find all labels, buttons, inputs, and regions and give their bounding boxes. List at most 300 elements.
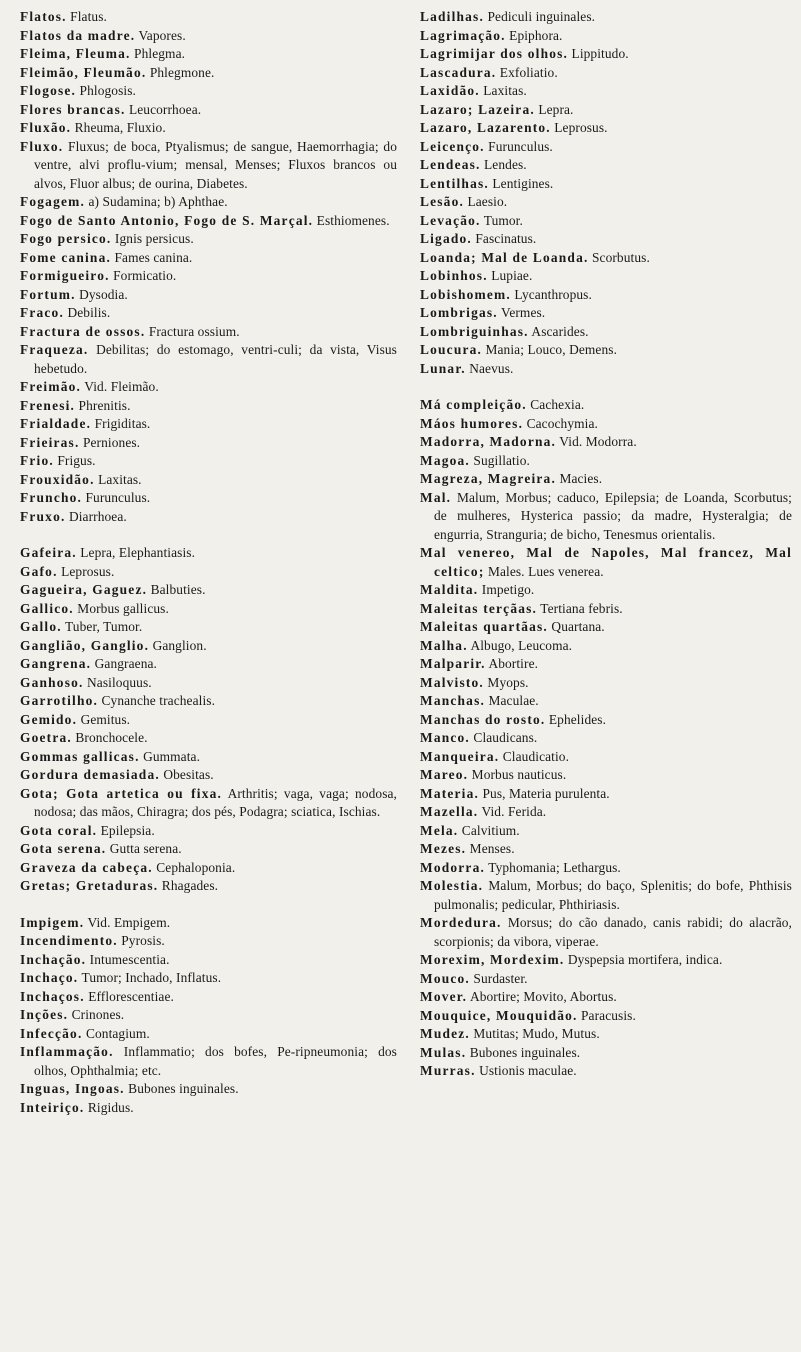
dictionary-entry bbox=[420, 27, 792, 46]
entry-definition: Lepra, Elephantiasis. bbox=[76, 545, 196, 560]
dictionary-entry bbox=[20, 729, 397, 748]
dictionary-entry bbox=[20, 1043, 397, 1080]
entry-definition: Arthritis; vaga, vaga; nodosa, nodosa; das mãos, Chiragra; dos pés, Podagra; sciatica, Ischias. bbox=[34, 785, 397, 819]
entry-term: Gallo. bbox=[20, 619, 62, 634]
dictionary-entry bbox=[420, 433, 792, 452]
dictionary-entry bbox=[420, 230, 792, 249]
section-gap bbox=[20, 526, 397, 544]
dictionary-entry bbox=[20, 508, 397, 527]
entry-term: Fome canina. bbox=[20, 249, 112, 265]
entry-definition: Contagium. bbox=[82, 1025, 150, 1041]
entry-term: Gota coral. bbox=[20, 822, 98, 838]
entry-definition: Albugo, Leucoma. bbox=[467, 637, 573, 653]
entry-definition: Nasiloquus. bbox=[83, 674, 152, 690]
entry-definition: Phlegmone. bbox=[146, 64, 215, 80]
entry-definition: Phlogosis. bbox=[76, 83, 136, 98]
entry-definition: Cachexia. bbox=[526, 397, 585, 412]
entry-term: Morexim, Mordexim. bbox=[420, 952, 565, 967]
entry-term: Lentilhas. bbox=[420, 175, 489, 191]
entry-term: Inchação. bbox=[20, 951, 87, 967]
entry-definition: Furunculus. bbox=[82, 490, 151, 505]
section-gap bbox=[20, 896, 397, 914]
dictionary-entry bbox=[420, 267, 792, 286]
entry-term: Mal. bbox=[420, 489, 452, 505]
dictionary-entry bbox=[20, 212, 397, 231]
entry-term: Lazaro, Lazarento. bbox=[420, 120, 551, 135]
dictionary-entry bbox=[20, 951, 397, 970]
entry-term: Maleitas quartãas. bbox=[420, 619, 548, 634]
entry-term: Mover. bbox=[420, 989, 468, 1004]
entry-term: Madorra, Madorna. bbox=[420, 434, 557, 449]
dictionary-entry bbox=[420, 748, 792, 767]
entry-term: Lobinhos. bbox=[420, 268, 488, 283]
dictionary-entry bbox=[420, 101, 792, 120]
dictionary-entry bbox=[20, 544, 397, 563]
entry-term: Lesão. bbox=[420, 194, 465, 209]
entry-term: Frio. bbox=[20, 453, 54, 468]
entry-term: Fraco. bbox=[20, 305, 65, 320]
dictionary-entry bbox=[420, 766, 792, 785]
entry-definition: Paracusis. bbox=[577, 1007, 636, 1023]
entry-definition: Lepra. bbox=[534, 101, 574, 117]
entry-term: Goetra. bbox=[20, 730, 72, 745]
entry-definition: Ganglion. bbox=[149, 637, 207, 653]
dictionary-entry bbox=[20, 45, 397, 64]
entry-term: Inchaço. bbox=[20, 970, 79, 985]
entry-term: Malha. bbox=[420, 637, 468, 653]
dictionary-entry bbox=[20, 138, 397, 194]
entry-definition: Scorbutus. bbox=[588, 249, 650, 265]
dictionary-entry bbox=[20, 471, 397, 490]
dictionary-entry bbox=[20, 785, 397, 822]
entry-definition: Vermes. bbox=[497, 305, 546, 320]
entry-term: Lombrigas. bbox=[420, 305, 498, 320]
dictionary-entry bbox=[420, 1025, 792, 1044]
entry-definition: Tumor. bbox=[480, 212, 523, 228]
entry-definition: Sugillatio. bbox=[469, 452, 530, 468]
entry-term: Fogo de Santo Antonio, Fogo de S. Marçal. bbox=[20, 212, 314, 228]
entry-definition: Lentigines. bbox=[488, 175, 554, 191]
entry-definition: Myops. bbox=[483, 674, 529, 690]
entry-term: Manchas do rosto. bbox=[420, 711, 546, 727]
dictionary-entry bbox=[420, 415, 792, 434]
dictionary-entry bbox=[420, 655, 792, 674]
entry-definition: Quartana. bbox=[547, 619, 605, 634]
entry-definition: Dyspepsia mortifera, indica. bbox=[564, 952, 723, 967]
entry-term: Mareo. bbox=[420, 767, 469, 782]
dictionary-entry bbox=[20, 378, 397, 397]
entry-definition: Maculae. bbox=[485, 693, 539, 708]
entry-definition: Pediculi inguinales. bbox=[484, 9, 596, 24]
entry-term: Ganglião, Ganglio. bbox=[20, 637, 150, 653]
entry-term: Mouco. bbox=[420, 970, 470, 986]
entry-term: Levação. bbox=[420, 212, 481, 228]
entry-term: Ganhoso. bbox=[20, 674, 84, 690]
entry-definition: Abortire. bbox=[485, 656, 539, 671]
dictionary-entry bbox=[420, 988, 792, 1007]
entry-term: Mezes. bbox=[420, 841, 467, 856]
entry-term: Gommas gallicas. bbox=[20, 748, 140, 764]
dictionary-entry bbox=[420, 711, 792, 730]
dictionary-entry bbox=[420, 212, 792, 231]
entry-term: Mudez. bbox=[420, 1026, 470, 1041]
entry-term: Fogo persico. bbox=[20, 231, 112, 246]
entry-term: Fortum. bbox=[20, 286, 76, 302]
entry-definition: Tertiana febris. bbox=[537, 600, 623, 616]
entry-definition: Efflorescentiae. bbox=[84, 988, 174, 1004]
entry-term: Murras. bbox=[420, 1063, 476, 1078]
dictionary-entry bbox=[420, 323, 792, 342]
dictionary-entry bbox=[420, 618, 792, 637]
entry-definition: Furunculus. bbox=[484, 138, 553, 154]
entry-term: Leicenço. bbox=[420, 138, 485, 154]
entry-definition: Phrenitis. bbox=[75, 397, 131, 413]
entry-term: Laxidão. bbox=[420, 83, 480, 98]
entry-definition: Dysodia. bbox=[75, 286, 128, 302]
entry-definition: Pus, Materia purulenta. bbox=[479, 785, 610, 801]
dictionary-entry bbox=[420, 859, 792, 878]
dictionary-entry bbox=[20, 840, 397, 859]
dictionary-entry bbox=[420, 674, 792, 693]
entry-term: Fleima, Fleuma. bbox=[20, 46, 131, 61]
entry-term: Malparir. bbox=[420, 656, 486, 671]
dictionary-entry bbox=[20, 27, 397, 46]
dictionary-entry bbox=[20, 249, 397, 268]
entry-term: Gretas; Gretaduras. bbox=[20, 878, 159, 893]
dictionary-entry bbox=[420, 360, 792, 379]
dictionary-entry bbox=[420, 951, 792, 970]
entry-definition: Perniones. bbox=[79, 434, 141, 450]
dictionary-entry bbox=[20, 267, 397, 286]
dictionary-entry bbox=[20, 877, 397, 896]
entry-definition: Flatus. bbox=[66, 9, 107, 24]
entry-definition: Frigus. bbox=[53, 453, 96, 468]
dictionary-entry bbox=[420, 637, 792, 656]
entry-definition: Morsus; do cão danado, canis rabidi; do alacrão, scorpionis; da vibora, viperae. bbox=[434, 915, 792, 949]
dictionary-entry bbox=[420, 1007, 792, 1026]
entry-term: Mouquice, Mouquidão. bbox=[420, 1007, 578, 1023]
dictionary-entry bbox=[20, 230, 397, 249]
entry-term: Loucura. bbox=[420, 342, 483, 357]
entry-term: Gafo. bbox=[20, 563, 58, 579]
entry-term: Frenesi. bbox=[20, 397, 76, 413]
dictionary-entry bbox=[420, 64, 792, 83]
dictionary-entry bbox=[420, 600, 792, 619]
entry-term: Modorra. bbox=[420, 859, 486, 875]
dictionary-entry bbox=[420, 840, 792, 859]
entry-definition: Rigidus. bbox=[84, 1099, 134, 1115]
entry-term: Lagrimijar dos olhos. bbox=[420, 46, 569, 61]
dictionary-entry bbox=[20, 8, 397, 27]
dictionary-entry bbox=[20, 1006, 397, 1025]
dictionary-entry bbox=[420, 304, 792, 323]
entry-definition: Debilitas; do estomago, ventri-culi; da vista, Visus hebetudo. bbox=[34, 342, 397, 376]
entry-definition: Intumescentia. bbox=[86, 951, 170, 967]
entry-term: Gagueira, Gaguez. bbox=[20, 582, 148, 597]
entry-term: Inções. bbox=[20, 1007, 69, 1022]
entry-term: Flogose. bbox=[20, 83, 77, 98]
entry-definition: Laxitas. bbox=[94, 471, 142, 487]
left-column bbox=[20, 8, 397, 1117]
dictionary-entry bbox=[420, 470, 792, 489]
entry-term: Garrotilho. bbox=[20, 693, 99, 708]
entry-definition: Fascinatus. bbox=[471, 231, 537, 246]
entry-term: Gota; Gota artetica ou fixa. bbox=[20, 785, 223, 801]
dictionary-entry bbox=[20, 637, 397, 656]
dictionary-entry bbox=[20, 988, 397, 1007]
entry-definition: Macies. bbox=[556, 471, 603, 486]
dictionary-entry bbox=[420, 138, 792, 157]
dictionary-entry bbox=[20, 674, 397, 693]
entry-term: Gallico. bbox=[20, 600, 74, 616]
dictionary-entry bbox=[20, 581, 397, 600]
dictionary-entry bbox=[20, 766, 397, 785]
entry-term: Mela. bbox=[420, 822, 459, 838]
entry-term: Manchas. bbox=[420, 693, 486, 708]
dictionary-entry bbox=[20, 859, 397, 878]
entry-definition: Abortire; Movito, Abortus. bbox=[467, 989, 617, 1004]
entry-definition: Lycanthropus. bbox=[510, 286, 592, 302]
dictionary-entry bbox=[420, 803, 792, 822]
dictionary-entry bbox=[420, 452, 792, 471]
entry-term: Lazaro; Lazeira. bbox=[420, 101, 535, 117]
dictionary-entry bbox=[20, 286, 397, 305]
dictionary-entry bbox=[20, 692, 397, 711]
entry-definition: Vid. Ferida. bbox=[478, 804, 547, 819]
entry-term: Lendeas. bbox=[420, 157, 481, 172]
dictionary-entry bbox=[420, 119, 792, 138]
dictionary-entry bbox=[20, 748, 397, 767]
entry-definition: Malum, Morbus; caduco, Epilepsia; de Loanda, Scorbutus; de mulheres, Hysterica passio; da madre, Hysteralgia; de engurria, Stranguria; de bicho, Tenesmus orientalis. bbox=[434, 489, 792, 542]
dictionary-entry bbox=[20, 655, 397, 674]
entry-term: Fractura de ossos. bbox=[20, 323, 146, 339]
entry-term: Má compleição. bbox=[420, 397, 527, 412]
entry-definition: Calvitium. bbox=[458, 822, 520, 838]
entry-term: Manqueira. bbox=[420, 748, 500, 764]
entry-term: Fruncho. bbox=[20, 490, 83, 505]
dictionary-entry bbox=[420, 82, 792, 101]
entry-definition: Ascarides. bbox=[528, 323, 589, 339]
dictionary-entry bbox=[20, 397, 397, 416]
entry-term: Flatos. bbox=[20, 9, 67, 24]
entry-definition: Males. Lues venerea. bbox=[484, 563, 604, 579]
entry-term: Fruxo. bbox=[20, 508, 66, 524]
entry-term: Flatos da madre. bbox=[20, 27, 136, 43]
entry-term: Inflammação. bbox=[20, 1044, 114, 1059]
entry-term: Magoa. bbox=[420, 452, 470, 468]
entry-term: Lascadura. bbox=[420, 64, 497, 80]
dictionary-entry bbox=[420, 822, 792, 841]
entry-definition: Lippitudo. bbox=[568, 46, 629, 61]
entry-term: Inchaços. bbox=[20, 988, 85, 1004]
entry-term: Mordedura. bbox=[420, 915, 502, 930]
entry-definition: Debilis. bbox=[64, 305, 111, 320]
entry-term: Graveza da cabeça. bbox=[20, 859, 153, 875]
entry-definition: Cacochymia. bbox=[523, 415, 598, 431]
entry-term: Fogagem. bbox=[20, 194, 86, 209]
entry-term: Impigem. bbox=[20, 914, 85, 930]
dictionary-entry bbox=[20, 1080, 397, 1099]
entry-definition: Gemitus. bbox=[77, 711, 131, 727]
entry-definition: Gummata. bbox=[139, 748, 201, 764]
entry-definition: Vid. Empigem. bbox=[84, 914, 171, 930]
dictionary-entry bbox=[420, 156, 792, 175]
entry-definition: Ignis persicus. bbox=[111, 231, 194, 246]
dictionary-entry bbox=[420, 286, 792, 305]
entry-term: Ligado. bbox=[420, 231, 472, 246]
entry-definition: Bubones inguinales. bbox=[124, 1081, 239, 1096]
entry-term: Inguas, Ingoas. bbox=[20, 1081, 125, 1096]
entry-definition: Laesio. bbox=[464, 194, 508, 209]
dictionary-entry bbox=[20, 415, 397, 434]
entry-term: Mulas. bbox=[420, 1044, 467, 1060]
dictionary-entry bbox=[420, 1062, 792, 1081]
entry-term: Frialdade. bbox=[20, 416, 92, 431]
entry-term: Fleimão, Fleumão. bbox=[20, 64, 147, 80]
dictionary-entry bbox=[420, 489, 792, 545]
dictionary-entry bbox=[420, 544, 792, 581]
entry-definition: Fames canina. bbox=[111, 249, 193, 265]
entry-term: Fluxão. bbox=[20, 120, 72, 135]
entry-term: Incendimento. bbox=[20, 933, 118, 948]
entry-definition: a) Sudamina; b) Aphthae. bbox=[85, 194, 228, 209]
entry-term: Lobishomem. bbox=[420, 286, 511, 302]
entry-definition: Vid. Fleimão. bbox=[81, 379, 159, 394]
entry-definition: Diarrhoea. bbox=[65, 508, 127, 524]
entry-definition: Ephelides. bbox=[545, 711, 607, 727]
entry-definition: Impetigo. bbox=[478, 582, 535, 597]
entry-definition: Frigiditas. bbox=[91, 416, 151, 431]
dictionary-entry bbox=[20, 101, 397, 120]
dictionary-entry bbox=[420, 877, 792, 914]
entry-term: Loanda; Mal de Loanda. bbox=[420, 249, 589, 265]
entry-definition: Bubones inguinales. bbox=[466, 1044, 581, 1060]
dictionary-entry bbox=[420, 8, 792, 27]
entry-definition: Leucorrhoea. bbox=[125, 101, 202, 117]
entry-term: Lombriguinhas. bbox=[420, 323, 529, 339]
entry-definition: Formicatio. bbox=[109, 268, 177, 283]
dictionary-entry bbox=[20, 822, 397, 841]
entry-definition: Mania; Louco, Demens. bbox=[482, 342, 618, 357]
entry-definition: Epilepsia. bbox=[97, 822, 155, 838]
entry-definition: Typhomania; Lethargus. bbox=[485, 859, 621, 875]
entry-definition: Cephaloponia. bbox=[152, 859, 236, 875]
entry-term: Formigueiro. bbox=[20, 268, 110, 283]
entry-term: Malvisto. bbox=[420, 674, 484, 690]
dictionary-entry bbox=[420, 914, 792, 951]
dictionary-entry bbox=[20, 932, 397, 951]
entry-definition: Malum, Morbus; do baço, Splenitis; do bofe, Phthisis pulmonalis; pedicular, Phthiriasis. bbox=[434, 878, 792, 912]
entry-term: Gemido. bbox=[20, 711, 78, 727]
entry-definition: Obesitas. bbox=[159, 767, 214, 782]
entry-definition: Lupiae. bbox=[487, 268, 533, 283]
entry-definition: Gangraena. bbox=[91, 656, 157, 671]
entry-term: Lunar. bbox=[420, 360, 466, 376]
entry-definition: Vapores. bbox=[135, 27, 186, 43]
dictionary-entry bbox=[20, 341, 397, 378]
entry-definition: Esthiomenes. bbox=[313, 212, 390, 228]
entry-definition: Bronchocele. bbox=[71, 730, 148, 745]
entry-term: Máos humores. bbox=[420, 415, 524, 431]
entry-definition: Laxitas. bbox=[479, 83, 527, 98]
entry-definition: Leprosus. bbox=[57, 563, 115, 579]
dictionary-entry bbox=[20, 914, 397, 933]
dictionary-entry bbox=[20, 119, 397, 138]
dictionary-entry bbox=[20, 969, 397, 988]
dictionary-entry bbox=[20, 304, 397, 323]
entry-definition: Epiphora. bbox=[505, 27, 563, 43]
entry-definition: Morbus gallicus. bbox=[73, 600, 169, 616]
entry-definition: Tumor; Inchado, Inflatus. bbox=[78, 970, 222, 985]
entry-definition: Phlegma. bbox=[130, 46, 186, 61]
dictionary-entry bbox=[420, 249, 792, 268]
dictionary-entry bbox=[420, 729, 792, 748]
dictionary-entry bbox=[420, 396, 792, 415]
entry-term: Ladilhas. bbox=[420, 9, 485, 24]
entry-term: Infecção. bbox=[20, 1025, 83, 1041]
dictionary-entry bbox=[420, 341, 792, 360]
dictionary-entry bbox=[420, 970, 792, 989]
entry-term: Inteiriço. bbox=[20, 1099, 85, 1115]
entry-term: Gordura demasiada. bbox=[20, 767, 160, 782]
dictionary-entry bbox=[420, 1044, 792, 1063]
entry-definition: Pyrosis. bbox=[117, 933, 165, 948]
entry-term: Magreza, Magreira. bbox=[420, 471, 556, 486]
dictionary-entry bbox=[20, 563, 397, 582]
entry-term: Manco. bbox=[420, 730, 470, 745]
entry-term: Fraqueza. bbox=[20, 342, 89, 357]
entry-definition: Claudicans. bbox=[469, 730, 538, 745]
entry-definition: Tuber, Tumor. bbox=[61, 619, 143, 634]
entry-definition: Lendes. bbox=[480, 157, 527, 172]
entry-term: Freimão. bbox=[20, 379, 82, 394]
dictionary-entry bbox=[20, 82, 397, 101]
entry-definition: Gutta serena. bbox=[106, 841, 182, 856]
entry-definition: Exfoliatio. bbox=[496, 64, 558, 80]
entry-term: Mazella. bbox=[420, 804, 479, 819]
dictionary-entry bbox=[20, 489, 397, 508]
entry-definition: Balbuties. bbox=[147, 582, 206, 597]
dictionary-entry bbox=[420, 193, 792, 212]
entry-term: Maldita. bbox=[420, 582, 479, 597]
entry-term: Frieiras. bbox=[20, 434, 80, 450]
dictionary-entry bbox=[20, 64, 397, 83]
entry-term: Flores brancas. bbox=[20, 101, 126, 117]
entry-definition: Mutitas; Mudo, Mutus. bbox=[469, 1026, 600, 1041]
dictionary-entry bbox=[20, 600, 397, 619]
entry-definition: Cynanche trachealis. bbox=[98, 693, 216, 708]
entry-definition: Rhagades. bbox=[158, 878, 219, 893]
entry-term: Gangrena. bbox=[20, 656, 92, 671]
entry-definition: Inflammatio; dos bofes, Pe-ripneumonia; dos olhos, Ophthalmia; etc. bbox=[34, 1044, 397, 1078]
entry-definition: Ustionis maculae. bbox=[475, 1063, 577, 1078]
dictionary-entry bbox=[20, 323, 397, 342]
right-column bbox=[420, 8, 792, 1081]
entry-definition: Naevus. bbox=[465, 360, 514, 376]
entry-definition: Vid. Modorra. bbox=[556, 434, 637, 449]
entry-term: Gafeira. bbox=[20, 545, 77, 560]
entry-definition: Menses. bbox=[466, 841, 515, 856]
entry-definition: Fluxus; de boca, Ptyalismus; de sangue, Haemorrhagia; do ventre, alvi proflu-vium; mensal, Menses; Fluxos brancos ou alvos, Fluor albus; de ourina, Diabetes. bbox=[34, 138, 397, 191]
dictionary-entry bbox=[20, 452, 397, 471]
entry-definition: Claudicatio. bbox=[499, 748, 570, 764]
dictionary-entry bbox=[20, 1099, 397, 1118]
dictionary-entry bbox=[420, 785, 792, 804]
entry-term: Maleitas terçãas. bbox=[420, 600, 538, 616]
dictionary-entry bbox=[20, 1025, 397, 1044]
entry-term: Frouxidão. bbox=[20, 471, 95, 487]
entry-term: Fluxo. bbox=[20, 138, 64, 154]
